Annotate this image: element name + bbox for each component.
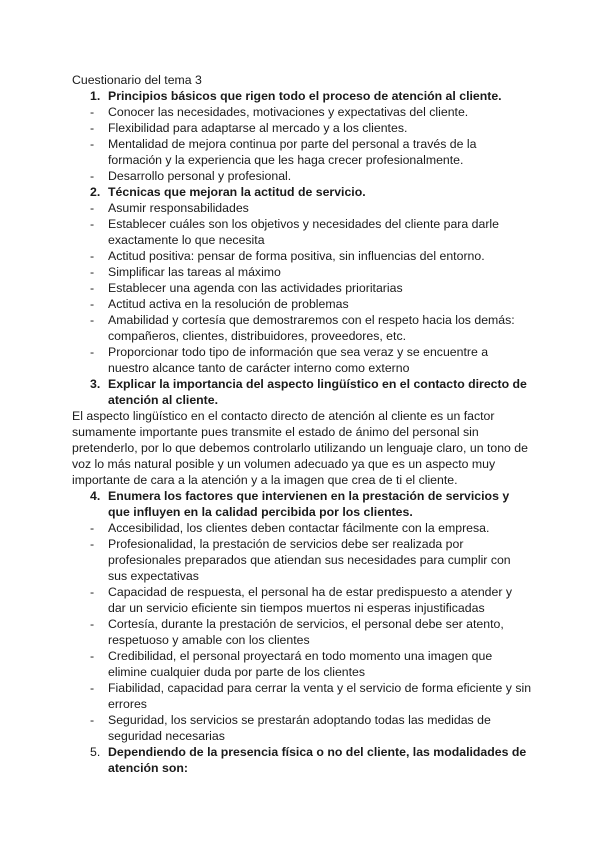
list-item [72, 712, 532, 744]
list-item-text: Conocer las necesidades, motivaciones y expectativas del cliente. [108, 105, 469, 119]
list-item [72, 312, 532, 344]
list-item-text: Establecer cuáles son los objetivos y necesidades del cliente para darle exactamente lo que necesita [108, 217, 499, 247]
dash-bullet: - [90, 169, 95, 183]
list-item [72, 120, 532, 136]
list-item-text: Seguridad, los servicios se prestarán adoptando todas las medidas de seguridad necesarias [108, 713, 491, 743]
list-item-text: Actitud activa en la resolución de problemas [108, 297, 349, 311]
dash-bullet: - [90, 649, 95, 663]
dash-bullet: - [90, 217, 95, 231]
question-number: 5. [90, 745, 101, 759]
list-item-text: Flexibilidad para adaptarse al mercado y a los clientes. [108, 121, 408, 135]
dash-bullet: - [90, 713, 95, 727]
list-item-text: Profesionalidad, la prestación de servicios debe ser realizada por profesionales preparados que atiendan sus necesidades para cumplir con sus expectativas [108, 537, 511, 583]
question-4 [72, 488, 532, 520]
list-item [72, 280, 532, 296]
dash-bullet: - [90, 313, 95, 327]
list-item [72, 104, 532, 120]
list-item [72, 264, 532, 280]
list-item [72, 536, 532, 584]
list-item [72, 248, 532, 264]
list-item [72, 344, 532, 376]
list-item-text: Desarrollo personal y profesional. [108, 169, 292, 183]
list-item [72, 616, 532, 648]
question-number: 3. [90, 377, 101, 391]
list-item [72, 584, 532, 616]
question-text: Principios básicos que rigen todo el proceso de atención al cliente. [108, 89, 502, 103]
list-item-text: Amabilidad y cortesía que demostraremos con el respeto hacia los demás: compañeros, clientes, distribuidores, proveedores, etc. [108, 313, 515, 343]
list-item-text: Accesibilidad, los clientes deben contactar fácilmente con la empresa. [108, 521, 490, 535]
list-item-text: Simplificar las tareas al máximo [108, 265, 281, 279]
list-item [72, 216, 532, 248]
question-1 [72, 88, 532, 104]
document-page [72, 72, 532, 776]
dash-bullet: - [90, 537, 95, 551]
list-item-text: Cortesía, durante la prestación de servicios, el personal debe ser atento, respetuoso y amable con los clientes [108, 617, 504, 647]
list-item-text: Fiabilidad, capacidad para cerrar la venta y el servicio de forma eficiente y sin errores [108, 681, 532, 711]
list-item-text: Credibilidad, el personal proyectará en todo momento una imagen que elimine cualquier duda por parte de los clientes [108, 649, 493, 679]
dash-bullet: - [90, 585, 95, 599]
question-2 [72, 184, 532, 200]
question-number: 1. [90, 89, 101, 103]
dash-bullet: - [90, 681, 95, 695]
dash-bullet: - [90, 345, 95, 359]
list-item-text: Mentalidad de mejora continua por parte del personal a través de la formación y la experiencia que les haga crecer profesionalmente. [108, 137, 477, 167]
question-3 [72, 376, 532, 408]
list-item [72, 648, 532, 680]
list-item [72, 680, 532, 712]
dash-bullet: - [90, 249, 95, 263]
document-title: Cuestionario del tema 3 [72, 73, 202, 87]
question-number: 2. [90, 185, 101, 199]
list-item [72, 136, 532, 168]
list-item-text: Establecer una agenda con las actividades prioritarias [108, 281, 403, 295]
question-text: Explicar la importancia del aspecto lingüístico en el contacto directo de atención al cliente. [108, 377, 527, 407]
list-item [72, 168, 532, 184]
dash-bullet: - [90, 105, 95, 119]
list-item-text: Proporcionar todo tipo de información que sea veraz y se encuentre a nuestro alcance tanto de carácter interno como externo [108, 345, 489, 375]
dash-bullet: - [90, 265, 95, 279]
list-item [72, 520, 532, 536]
list-item-text: Asumir responsabilidades [108, 201, 249, 215]
dash-bullet: - [90, 201, 95, 215]
dash-bullet: - [90, 297, 95, 311]
question-text: Dependiendo de la presencia física o no del cliente, las modalidades de atención son: [108, 745, 527, 775]
question-5 [72, 744, 532, 776]
answer-paragraph: El aspecto lingüístico en el contacto directo de atención al cliente es un factor sumamente importante pues transmite el estado de ánimo del personal sin pretenderlo, por lo que debemos controlarlo utilizando un lenguaje claro, un tono de voz lo más natural posible y un volumen adecuado ya que es un aspecto muy importante de cara a la atención y a la imagen que crea de ti el cliente. [72, 409, 528, 487]
question-text: Enumera los factores que intervienen en la prestación de servicios y que influyen en la calidad percibida por los clientes. [108, 489, 510, 519]
list-item [72, 200, 532, 216]
dash-bullet: - [90, 281, 95, 295]
dash-bullet: - [90, 121, 95, 135]
list-item-text: Actitud positiva: pensar de forma positiva, sin influencias del entorno. [108, 249, 485, 263]
dash-bullet: - [90, 137, 95, 151]
list-item-text: Capacidad de respuesta, el personal ha de estar predispuesto a atender y dar un servicio eficiente sin tiempos muertos ni esperas injustificadas [108, 585, 513, 615]
dash-bullet: - [90, 521, 95, 535]
question-text: Técnicas que mejoran la actitud de servicio. [108, 185, 366, 199]
question-number: 4. [90, 489, 101, 503]
dash-bullet: - [90, 617, 95, 631]
list-item [72, 296, 532, 312]
